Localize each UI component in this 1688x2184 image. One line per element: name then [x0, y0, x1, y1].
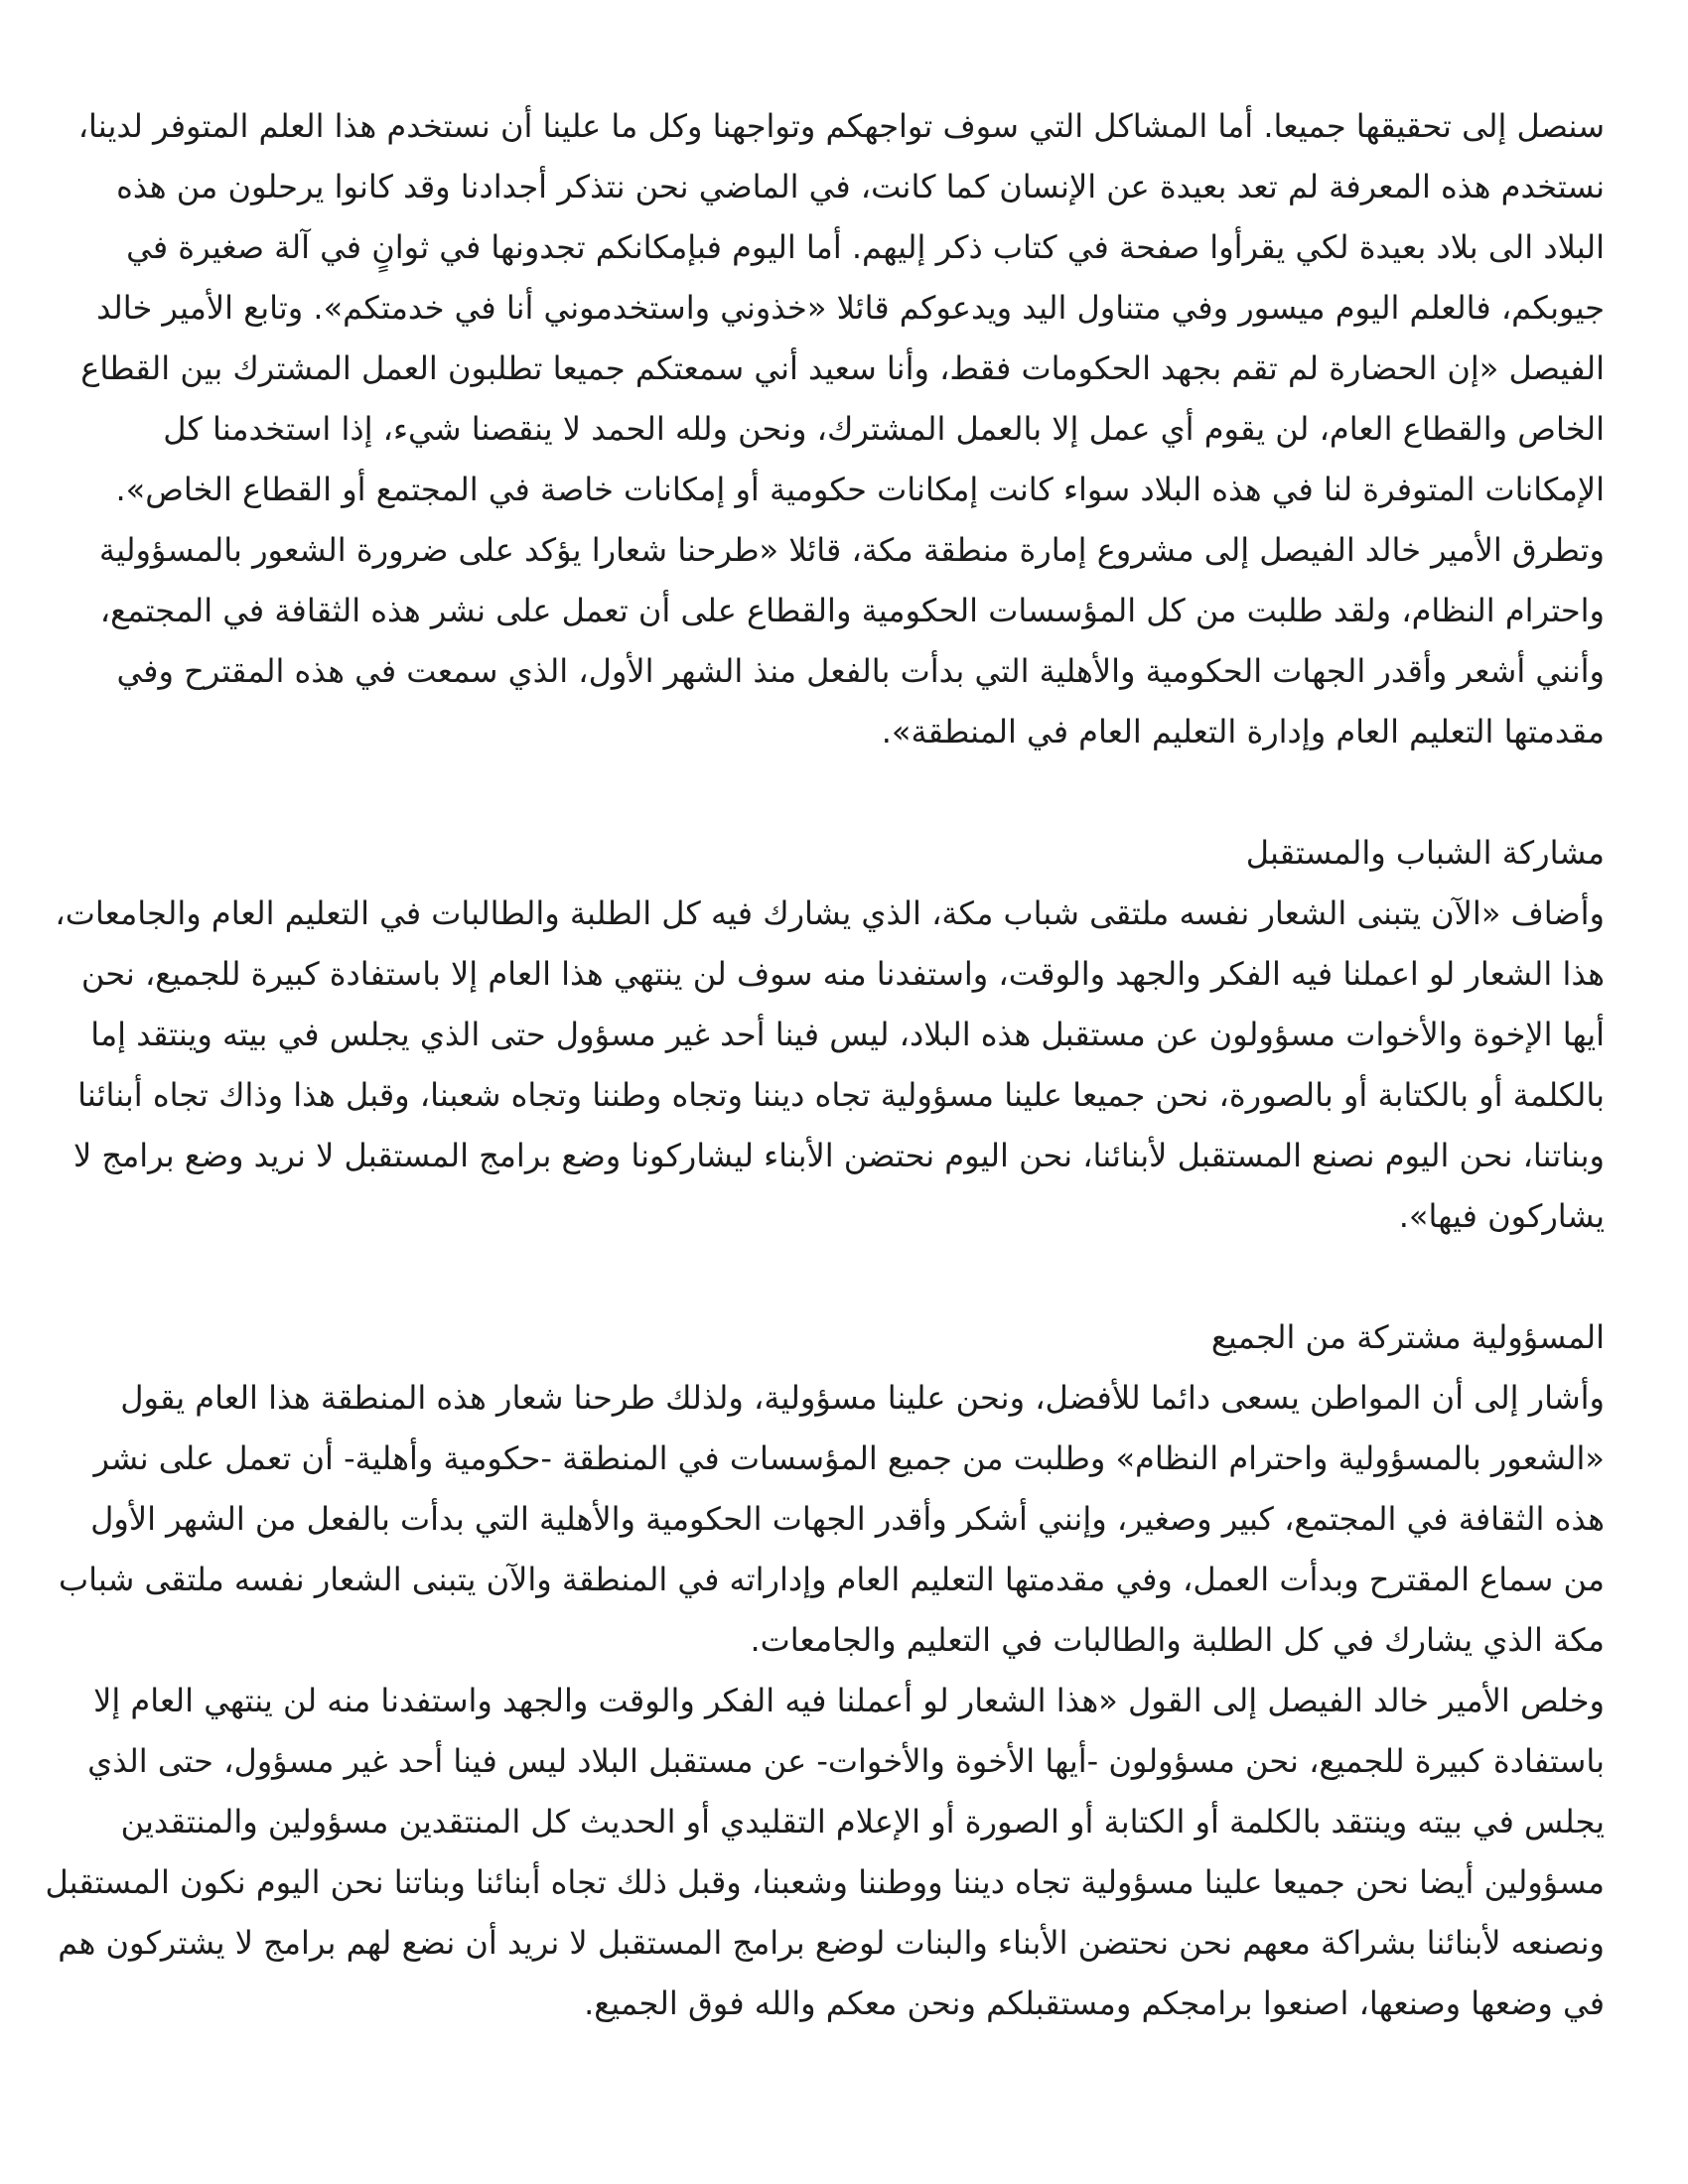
text-line: الخاص والقطاع العام، لن يقوم أي عمل إلا بالعمل المشترك، ونحن ولله الحمد لا ينقصنا شيء، إذا استخدمنا كل [163, 410, 1605, 448]
text-line: من سماع المقترح وبدأت العمل، وفي مقدمتها التعليم العام وإداراته في المنطقة والآن يتبنى الشعار نفسه ملتقى شباب [58, 1561, 1605, 1598]
section-heading-shared-responsibility: المسؤولية مشتركة من الجميع [1210, 1318, 1605, 1356]
text-line: نستخدم هذه المعرفة لم تعد بعيدة عن الإنسان كما كانت، في الماضي نحن نتذكر أجدادنا وقد كانوا يرحلون من هذه [116, 168, 1605, 205]
text-line: وأشار إلى أن المواطن يسعى دائما للأفضل، ونحن علينا مسؤولية، ولذلك طرحنا شعار هذه المنطقة هذا العام يقول [120, 1379, 1605, 1417]
text-line: جيوبكم، فالعلم اليوم ميسور وفي متناول اليد ويدعوكم قائلا «خذوني واستخدموني أنا في خدمتكم». وتابع الأمير خالد [96, 289, 1605, 327]
text-line: باستفادة كبيرة للجميع، نحن مسؤولون -أيها الأخوة والأخوات- عن مستقبل البلاد ليس فينا أحد غير مسؤول، حتى الذي [87, 1742, 1605, 1780]
text-line: أيها الإخوة والأخوات مسؤولون عن مستقبل هذه البلاد، ليس فينا أحد غير مسؤول حتى الذي يجلس في بيته وينتقد إما [90, 1016, 1605, 1053]
text-line: مقدمتها التعليم العام وإدارة التعليم العام في المنطقة». [881, 713, 1605, 751]
text-line: واحترام النظام، ولقد طلبت من كل المؤسسات الحكومية والقطاع على أن تعمل على نشر هذه الثقافة في المجتمع، [99, 592, 1605, 629]
text-line: ونصنعه لأبنائنا بشراكة معهم نحن نحتضن الأبناء والبنات لوضع برامج المستقبل لا نريد أن نضع لهم برامج لا يشتركون هم [58, 1924, 1605, 1962]
text-line: البلاد الى بلاد بعيدة لكي يقرأوا صفحة في كتاب ذكر إليهم. أما اليوم فبإمكانكم تجدونها في ثوانٍ في آلة صغيرة في [126, 228, 1605, 266]
text-line: هذه الثقافة في المجتمع، كبير وصغير، وإنني أشكر وأقدر الجهات الحكومية والأهلية التي بدأت بالفعل من الشهر الأول [90, 1500, 1605, 1538]
text-line: مكة الذي يشارك في كل الطلبة والطالبات في التعليم والجامعات. [750, 1621, 1605, 1659]
section-heading-youth-participation: مشاركة الشباب والمستقبل [1245, 834, 1605, 872]
paragraph-conclusion [45, 1671, 1605, 2034]
text-line: بالكلمة أو بالكتابة أو بالصورة، نحن جميعا علينا مسؤولية تجاه ديننا وتجاه وطننا وتجاه شعبنا، وقبل هذا وذاك تجاه أبنائنا [77, 1076, 1605, 1114]
text-line: وتطرق الأمير خالد الفيصل إلى مشروع إمارة منطقة مكة، قائلا «طرحنا شعارا يؤكد على ضرورة الشعور بالمسؤولية [98, 531, 1605, 569]
text-line: مسؤولين أيضا نحن جميعا علينا مسؤولية تجاه ديننا ووطننا وشعبنا، وقبل ذلك تجاه أبنائنا وبناتنا نحن اليوم نكون المستقبل [45, 1863, 1605, 1901]
text-line: يشاركون فيها». [1398, 1197, 1605, 1235]
text-line: الإمكانات المتوفرة لنا في هذه البلاد سواء كانت إمكانات حكومية أو إمكانات خاصة في المجتمع أو القطاع الخاص». [115, 471, 1605, 508]
text-line: الفيصل «إن الحضارة لم تقم بجهد الحكومات فقط، وأنا سعيد أني سمعتكم جميعا تطلبون العمل المشترك بين القطاع [80, 349, 1605, 387]
text-line: في وضعها وصنعها، اصنعوا برامجكم ومستقبلكم ونحن معكم والله فوق الجميع. [584, 1984, 1605, 2022]
text-line: هذا الشعار لو اعملنا فيه الفكر والجهد والوقت، واستفدنا منه سوف لن ينتهي هذا العام إلا باستفادة كبيرة للجميع، نحن [80, 955, 1605, 993]
text-line: سنصل إلى تحقيقها جميعا. أما المشاكل التي سوف تواجهكم وتواجهنا وكل ما علينا أن نستخدم هذا العلم المتوفر لدينا، [77, 107, 1605, 145]
text-line: «الشعور بالمسؤولية واحترام النظام» وطلبت من جميع المؤسسات في المنطقة -حكومية وأهلية- أن تعمل على نشر [93, 1439, 1605, 1477]
article-text [45, 96, 1605, 2034]
paragraph-intro [60, 96, 1605, 762]
paragraph-youth [55, 884, 1605, 1247]
text-line: وبناتنا، نحن اليوم نصنع المستقبل لأبنائنا، نحن اليوم نحتضن الأبناء ليشاركونا وضع برامج المستقبل لا نريد وضع برامج لا [73, 1137, 1605, 1174]
text-line: وأضاف «الآن يتبنى الشعار نفسه ملتقى شباب مكة، الذي يشارك فيه كل الطلبة والطالبات في التعليم العام والجامعات، [55, 894, 1605, 932]
text-line: وأنني أشعر وأقدر الجهات الحكومية والأهلية التي بدأت بالفعل منذ الشهر الأول، الذي سمعت في هذه المقترح وفي [116, 652, 1605, 690]
text-line: يجلس في بيته وينتقد بالكلمة أو الكتابة أو الصورة أو الإعلام التقليدي أو الحديث كل المنتقدين مسؤولين والمنتقدين [120, 1803, 1605, 1841]
text-line: وخلص الأمير خالد الفيصل إلى القول «هذا الشعار لو أعملنا فيه الفكر والوقت والجهد واستفدنا منه لن ينتهي العام إلا [93, 1682, 1605, 1719]
paragraph-responsibility [60, 1368, 1605, 1671]
